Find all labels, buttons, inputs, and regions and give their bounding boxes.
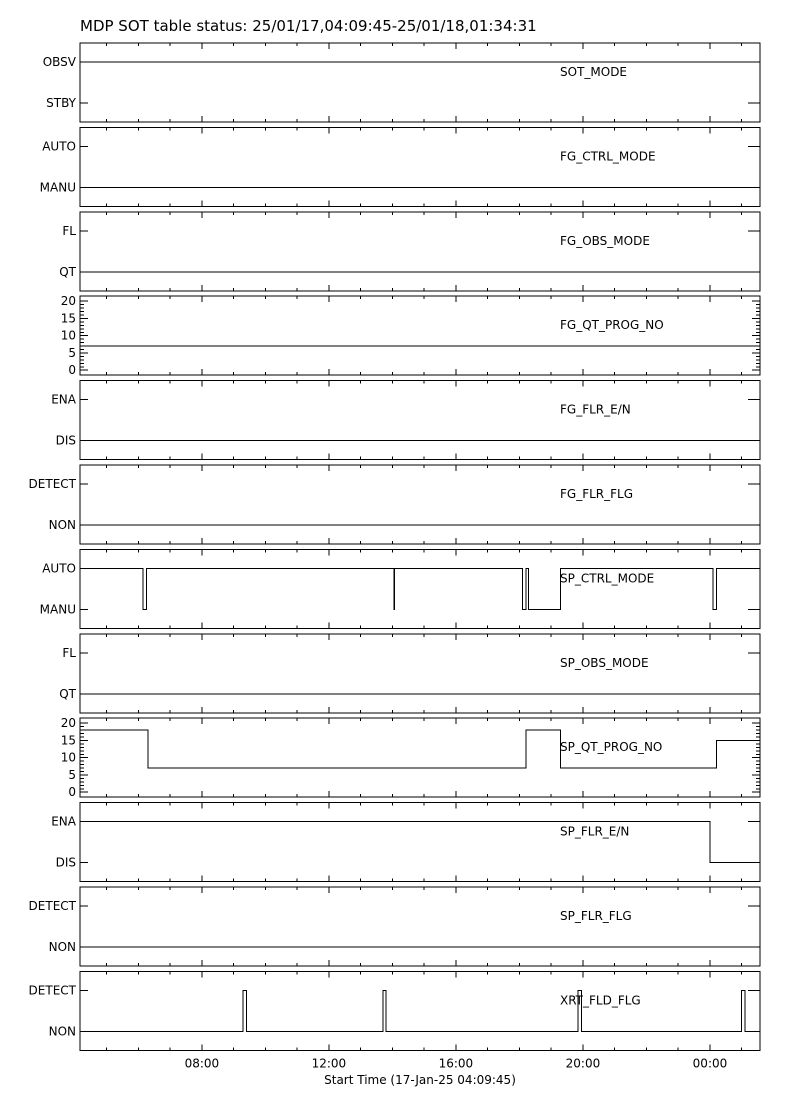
panel-fg-obs-mode [59, 212, 760, 291]
y-tick-label: DIS [55, 433, 76, 448]
y-tick-label: 20 [60, 716, 76, 731]
panels-group [29, 43, 760, 1050]
y-tick-label: AUTO [42, 561, 76, 576]
x-axis-label: Start Time (17-Jan-25 04:09:45) [324, 1073, 516, 1087]
x-tick-label: 00:00 [692, 1056, 728, 1071]
chart-title: MDP SOT table status: 25/01/17,04:09:45-25/01/18,01:34:31 [80, 17, 537, 35]
panel-name-label: FG_QT_PROG_NO [560, 318, 664, 333]
y-tick-label: MANU [39, 180, 76, 195]
y-tick-label: 15 [60, 311, 76, 326]
y-tick-label: 15 [60, 733, 76, 748]
panel-frame [80, 465, 760, 544]
y-tick-label: QT [59, 686, 76, 701]
panel-fg-flr-e-n [51, 381, 760, 460]
x-tick-label: 08:00 [184, 1056, 220, 1071]
panel-name-label: SP_OBS_MODE [560, 655, 649, 670]
y-tick-label: FL [62, 223, 76, 238]
y-tick-label: MANU [39, 602, 76, 617]
panel-name-label: FG_FLR_FLG [560, 487, 634, 501]
panel-name-label: SP_FLR_E/N [560, 824, 630, 839]
y-tick-label: DIS [55, 855, 76, 870]
panel-frame [80, 971, 760, 1050]
panel-frame [80, 296, 760, 375]
panel-name-label: SP_FLR_FLG [560, 909, 632, 923]
panel-frame [80, 212, 760, 291]
y-tick-label: QT [59, 264, 76, 279]
y-tick-label: 5 [68, 767, 76, 782]
panel-sp-flr-flg [29, 887, 760, 966]
panel-frame [80, 381, 760, 460]
y-tick-label: NON [48, 1024, 76, 1039]
panel-name-label: SOT_MODE [560, 65, 628, 79]
series-line [80, 822, 760, 863]
series-line [80, 990, 760, 1031]
panel-frame [80, 634, 760, 713]
y-tick-label: 10 [60, 750, 76, 765]
panel-name-label: SP_QT_PROG_NO [560, 740, 663, 755]
y-tick-label: DETECT [28, 477, 76, 491]
x-tick-label: 16:00 [438, 1056, 474, 1071]
y-tick-label: DETECT [28, 983, 76, 998]
panel-sp-ctrl-mode [40, 549, 760, 628]
x-tick-label: 20:00 [565, 1056, 601, 1071]
y-tick-label: FL [62, 645, 76, 660]
y-tick-label: 10 [60, 328, 76, 343]
y-tick-label: NON [48, 940, 76, 954]
panel-name-label: FG_OBS_MODE [560, 233, 650, 248]
panel-name-label: XRT_FLD_FLG [560, 993, 641, 1008]
series-line [80, 568, 760, 609]
panel-name-label: FG_FLR_E/N [560, 402, 631, 417]
panel-fg-flr-flg [29, 465, 760, 544]
x-tick-label: 12:00 [311, 1056, 347, 1071]
y-tick-label: NON [48, 518, 76, 532]
panel-sot-mode [43, 43, 760, 122]
panel-name-label: FG_CTRL_MODE [560, 149, 656, 164]
panel-frame [80, 43, 760, 122]
y-tick-label: 0 [68, 363, 76, 378]
y-tick-label: DETECT [28, 899, 76, 913]
y-tick-label: 20 [60, 294, 76, 309]
panel-fg-qt-prog-no [61, 294, 760, 377]
panel-sp-obs-mode [59, 634, 760, 713]
panel-frame [80, 127, 760, 206]
x-axis [185, 1056, 728, 1070]
panel-frame [80, 803, 760, 882]
y-tick-label: ENA [51, 392, 76, 407]
panel-frame [80, 718, 760, 797]
panel-frame [80, 549, 760, 628]
panel-fg-ctrl-mode [40, 127, 760, 206]
y-tick-label: STBY [46, 96, 76, 110]
y-tick-label: AUTO [42, 139, 76, 154]
panel-sp-flr-e-n [51, 803, 760, 882]
y-tick-label: 0 [68, 785, 76, 800]
y-tick-label: ENA [51, 814, 76, 829]
y-tick-label: 5 [68, 345, 76, 360]
panel-frame [80, 887, 760, 966]
panel-xrt-fld-flg [29, 971, 760, 1050]
y-tick-label: OBSV [42, 55, 76, 69]
panel-name-label: SP_CTRL_MODE [560, 571, 655, 586]
panel-sp-qt-prog-no [61, 716, 760, 799]
